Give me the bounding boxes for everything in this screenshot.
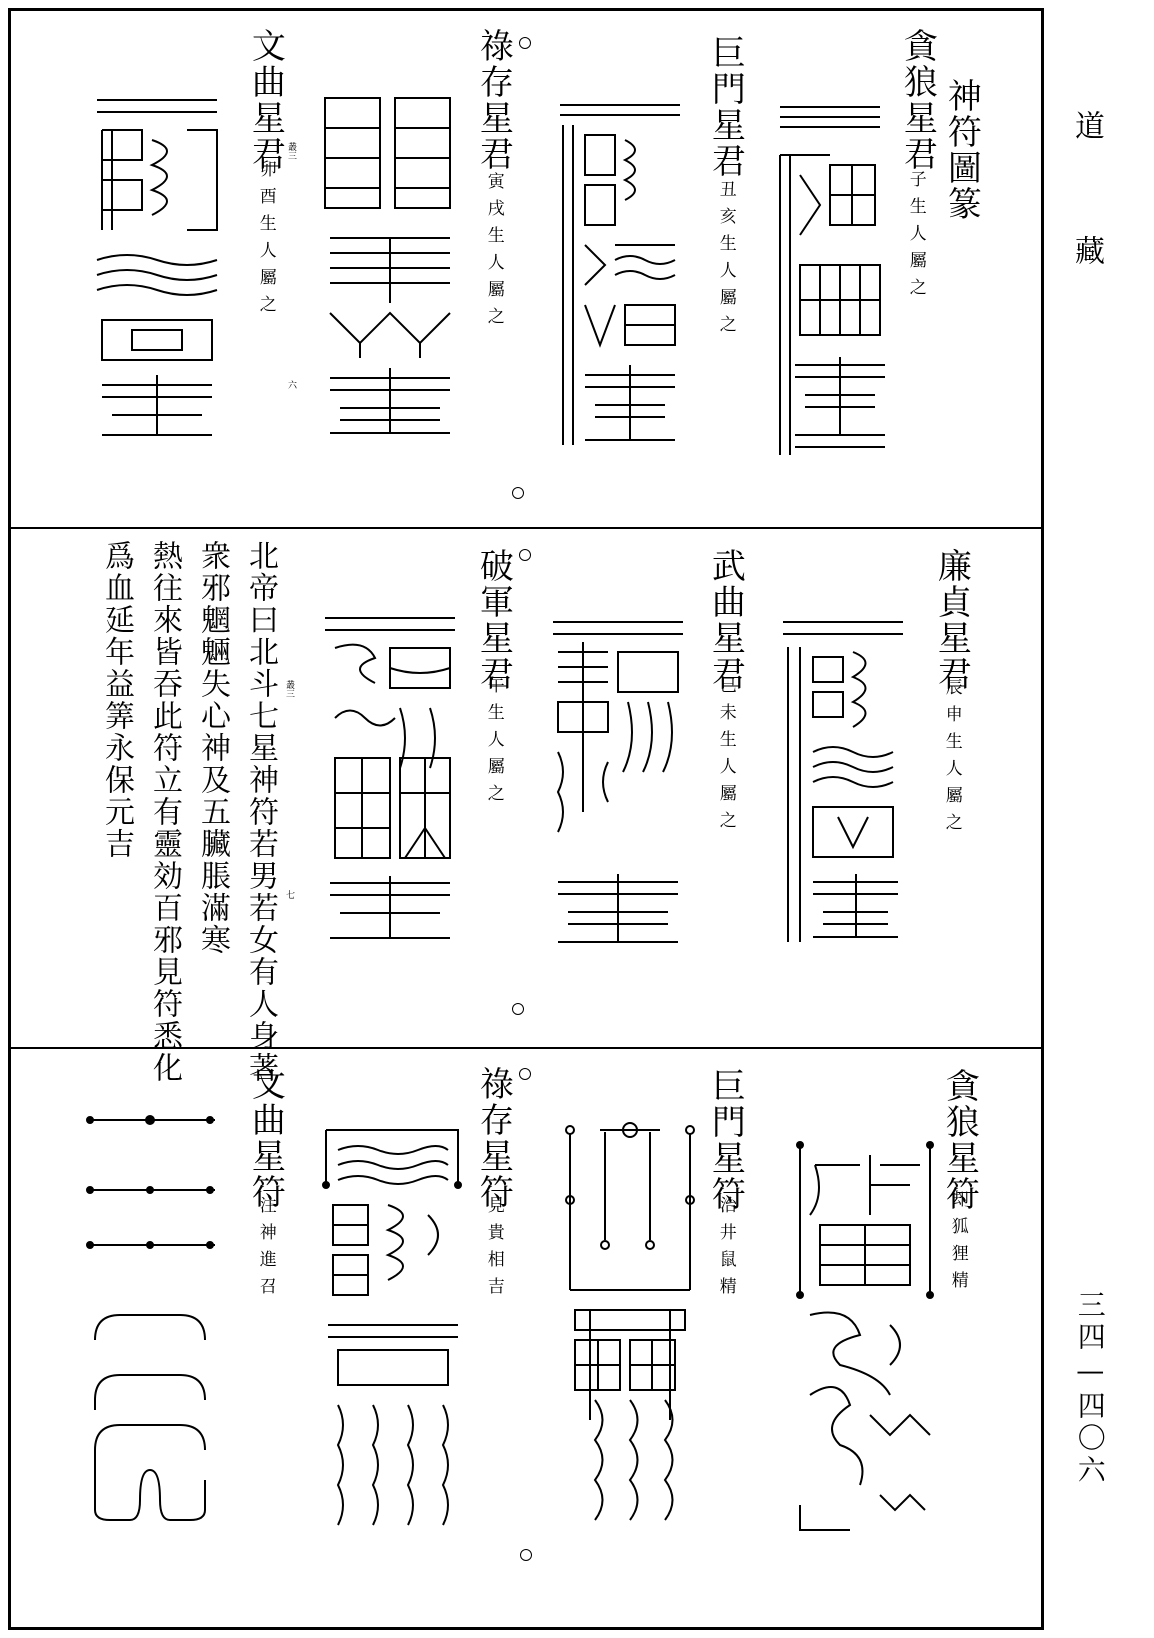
seal-script-lianzhen <box>778 612 908 952</box>
seal-label-tanlang: 貪狼星君 <box>897 28 938 172</box>
seal-note-lianzhen: 辰申生人屬之 <box>941 678 962 840</box>
seal-label-lianzhen: 廉貞星君 <box>931 548 972 692</box>
seal-note-wenqu: 卯酉生人屬之 <box>255 160 276 322</box>
talisman-note-lucun: 見貴相吉 <box>483 1196 504 1304</box>
text-line-1: 北帝曰北斗七星神符若男若女有人身著 <box>243 540 278 1084</box>
text-line-2: 衆邪魍魎失心神及五臟脹滿寒 <box>195 540 230 956</box>
section-marker-circle <box>519 1068 531 1080</box>
section-marker-circle <box>512 487 524 499</box>
seal-script-pojun <box>320 608 460 948</box>
talisman-note-wenqu: 注神進召 <box>255 1196 276 1304</box>
seal-note-jumen: 丑亥生人屬之 <box>715 180 736 342</box>
carving-mark: 叢三 <box>284 680 294 698</box>
talisman-label-jumen: 巨門星符 <box>705 1068 746 1212</box>
seal-script-jumen <box>555 95 685 455</box>
seal-note-lucun: 寅戌生人屬之 <box>483 172 504 334</box>
carving-mark: 叢三 <box>286 142 296 160</box>
seal-label-wuqu: 武曲星君 <box>705 548 746 692</box>
talisman-jumen <box>560 1120 700 1530</box>
seal-script-wuqu <box>548 612 688 957</box>
talisman-wenqu <box>85 1110 225 1530</box>
section-heading: 神符圖篆 <box>941 78 982 222</box>
talisman-label-wenqu: 文曲星符 <box>245 1066 286 1210</box>
talisman-note-jumen: 治井鼠精 <box>715 1196 736 1304</box>
seal-note-wuqu: 巳未生人屬之 <box>715 676 736 838</box>
seal-label-pojun: 破軍星君 <box>473 548 514 692</box>
text-line-3: 熱往來皆吞此符立有靈効百邪見符悉化 <box>147 540 182 1084</box>
margin-page-number: 三四—四〇六 <box>1073 1290 1107 1487</box>
seal-label-jumen: 巨門星君 <box>705 35 746 179</box>
seal-note-tanlang: 子生人屬之 <box>905 170 926 305</box>
talisman-lucun <box>318 1125 468 1530</box>
seal-label-lucun: 祿存星君 <box>473 28 514 172</box>
talisman-label-tanlang: 貪狼星符 <box>939 1068 980 1212</box>
section-marker-circle <box>512 1003 524 1015</box>
seal-script-wenqu <box>92 90 222 440</box>
margin-book-title: 道 藏 <box>1069 110 1104 295</box>
seal-script-lucun <box>320 88 460 438</box>
carving-mark: 七 <box>284 890 294 899</box>
seal-script-tanlang <box>770 95 890 465</box>
carving-mark: 六 <box>286 380 296 389</box>
talisman-tanlang <box>790 1135 940 1535</box>
talisman-label-lucun: 祿存星符 <box>473 1066 514 1210</box>
talisman-note-tanlang: 却狐狸精 <box>947 1190 968 1298</box>
panel-divider-1 <box>8 527 1044 529</box>
section-marker-circle <box>520 1549 532 1561</box>
text-line-4: 爲血延年益筭永保元吉 <box>99 540 134 860</box>
section-marker-circle <box>519 37 531 49</box>
seal-note-pojun: 午生人屬之 <box>483 676 504 811</box>
section-marker-circle <box>519 549 531 561</box>
seal-label-wenqu: 文曲星君 <box>245 28 286 172</box>
